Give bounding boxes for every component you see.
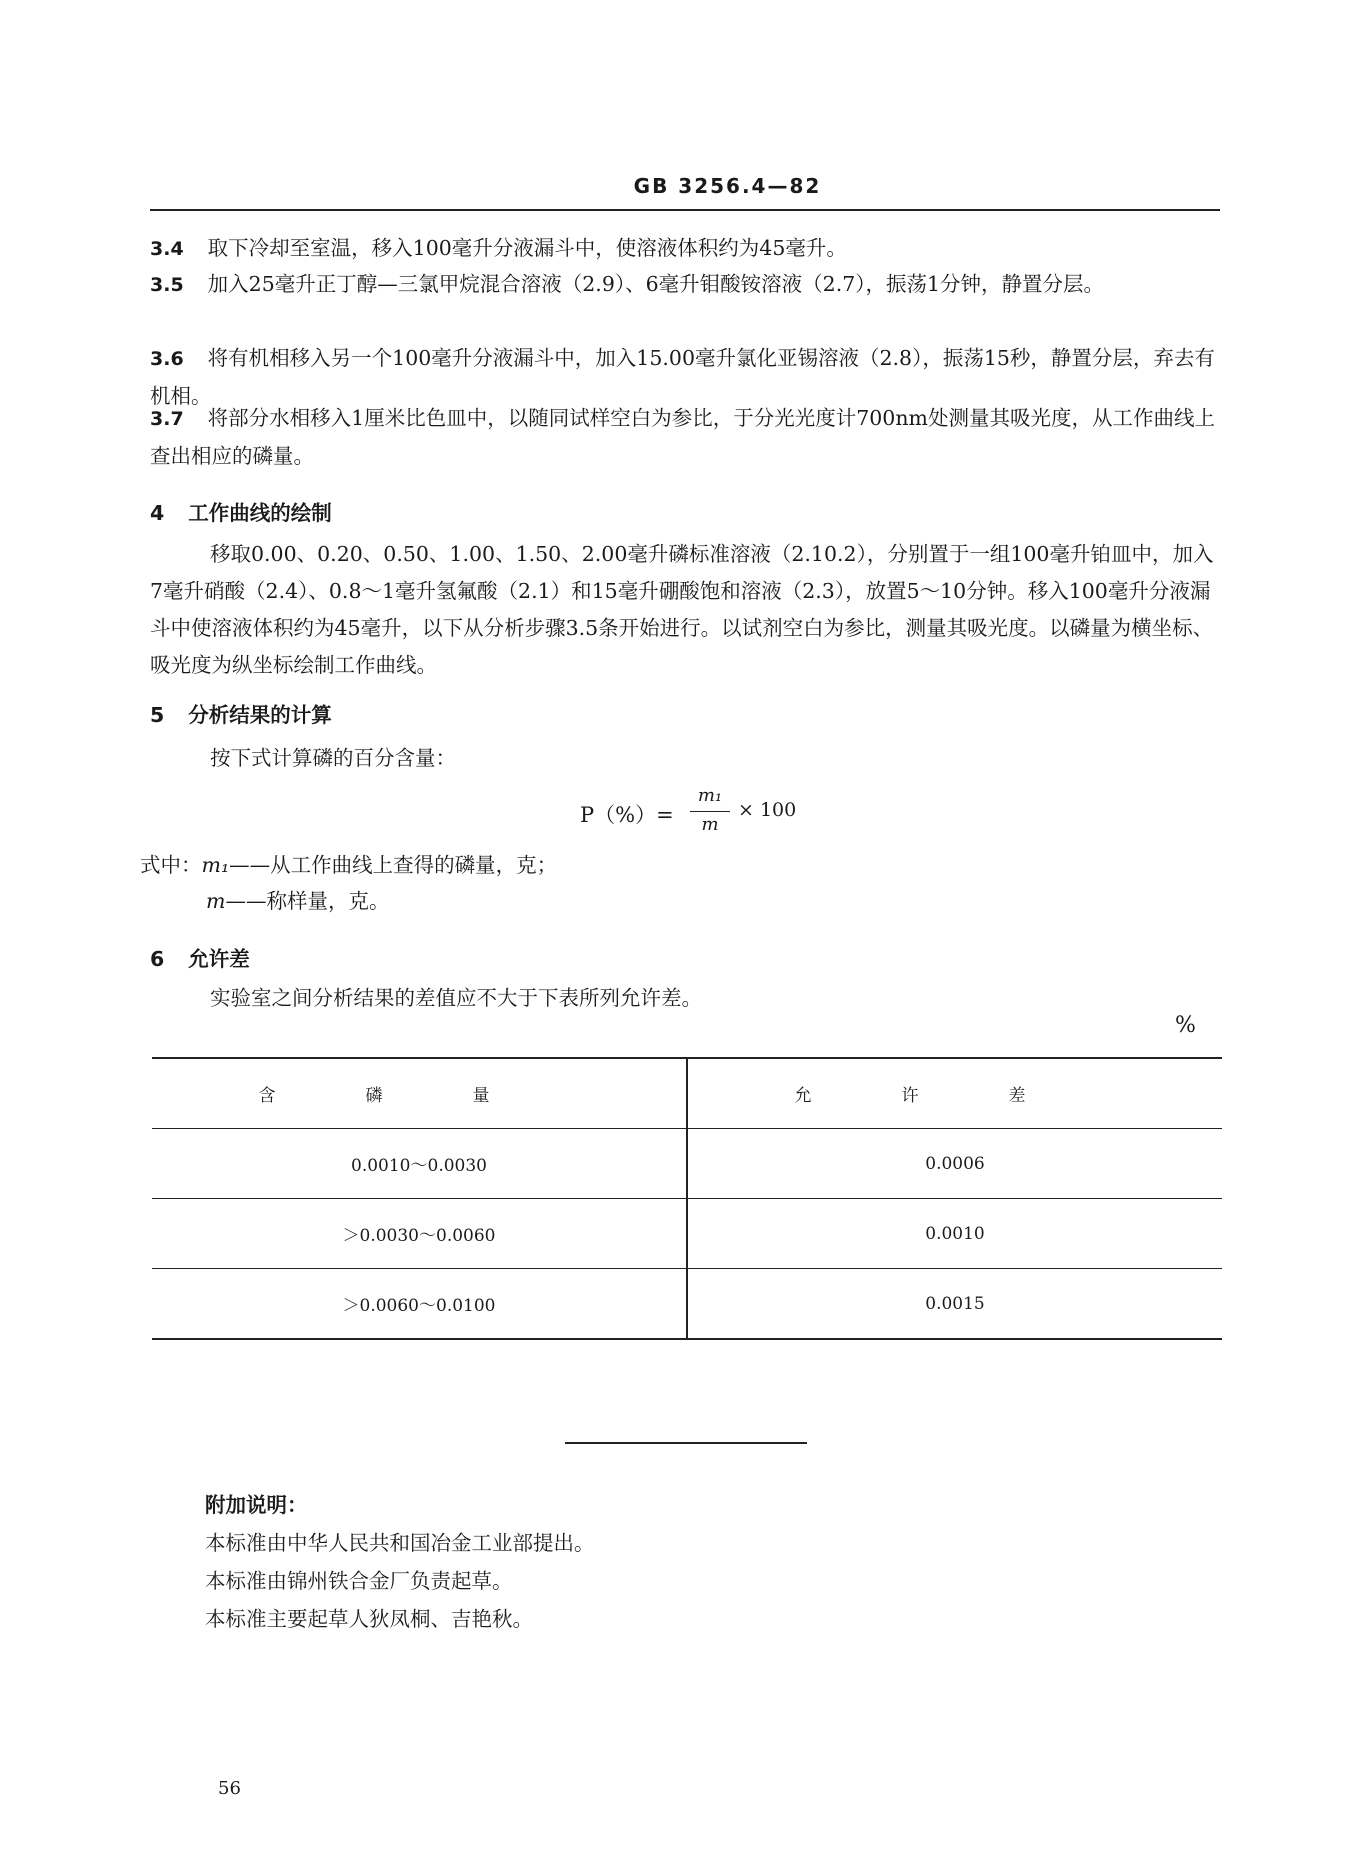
- page-number: 56: [218, 1778, 241, 1799]
- cell-content: ＞0.0060～0.0100: [152, 1269, 687, 1340]
- header-rule: [150, 209, 1220, 211]
- section-5-heading: 5 分析结果的计算: [150, 703, 332, 727]
- cell-content: ＞0.0030～0.0060: [152, 1199, 687, 1269]
- phosphorus-formula: [580, 785, 820, 845]
- where-line-2: m——称样量，克。: [206, 889, 390, 913]
- step-3-4: 3.4 取下冷却至室温，移入100毫升分液漏斗中，使溶液体积约为45毫升。: [150, 236, 847, 260]
- where-line-1: 式中：m₁——从工作曲线上查得的磷量，克；: [140, 853, 558, 877]
- table-row: [152, 1199, 1222, 1269]
- step-3-6: 3.6 将有机相移入另一个100毫升分液漏斗中，加入15.00毫升氯化亚锡溶液（2.8），振荡15秒，静置分层，弃去有机相。: [150, 346, 1215, 408]
- formula-lhs: P（%）=: [580, 803, 674, 827]
- cell-content: 0.0010～0.0030: [152, 1129, 687, 1199]
- notes-title: 附加说明：: [205, 1493, 308, 1517]
- table-row: [152, 1129, 1222, 1199]
- note-line: 本标准主要起草人狄凤桐、吉艳秋。: [205, 1607, 533, 1631]
- cell-tolerance: 0.0015: [925, 1293, 985, 1314]
- note-line: 本标准由锦州铁合金厂负责起草。: [205, 1569, 513, 1593]
- formula-fraction: [690, 785, 730, 835]
- cell-tolerance: 0.0010: [925, 1223, 985, 1244]
- note-line: 本标准由中华人民共和国冶金工业部提出。: [205, 1531, 595, 1555]
- header-tolerance: 允许差: [794, 1086, 1116, 1106]
- step-3-5: 3.5 加入25毫升正丁醇—三氯甲烷混合溶液（2.9）、6毫升钼酸铵溶液（2.7），振荡1分钟，静置分层。: [150, 272, 1105, 296]
- table-header-row: [152, 1058, 1222, 1129]
- standard-code-header: GB 3256.4—82: [633, 174, 822, 198]
- fraction-bar: [690, 811, 730, 812]
- section-4-body: 移取0.00、0.20、0.50、1.00、1.50、2.00毫升磷标准溶液（2.10.2），分别置于一组100毫升铂皿中，加入7毫升硝酸（2.4）、0.8～1毫升氢氟酸（2.1）和15毫升硼酸饱和溶液（2.3），放置5～10分钟。移入100毫升分液漏斗中使溶液体积约为45毫升，以下从分析步骤3.5条开始进行。以试剂空白为参比，测量其吸光度。以磷量为横坐标、吸光度为纵坐标绘制工作曲线。: [150, 542, 1214, 677]
- step-3-7: 3.7 将部分水相移入1厘米比色皿中，以随同试样空白为参比，于分光光度计700nm处测量其吸光度，从工作曲线上查出相应的磷量。: [150, 406, 1215, 468]
- formula-numerator: m₁: [697, 785, 723, 806]
- table-unit: %: [1175, 1013, 1196, 1038]
- tolerance-table: [152, 1057, 1222, 1340]
- header-phosphorus-content: 含磷量: [152, 1058, 687, 1129]
- formula-rhs: × 100: [738, 799, 797, 821]
- section-6-body: 实验室之间分析结果的差值应不大于下表所列允许差。: [210, 986, 702, 1010]
- section-5-intro: 按下式计算磷的百分含量：: [210, 746, 456, 770]
- end-rule: [565, 1442, 807, 1444]
- formula-denominator: m: [701, 814, 719, 835]
- section-6-heading: 6 允许差: [150, 947, 250, 971]
- table-row: [152, 1269, 1222, 1340]
- cell-tolerance: 0.0006: [925, 1153, 985, 1174]
- section-4-heading: 4 工作曲线的绘制: [150, 501, 332, 525]
